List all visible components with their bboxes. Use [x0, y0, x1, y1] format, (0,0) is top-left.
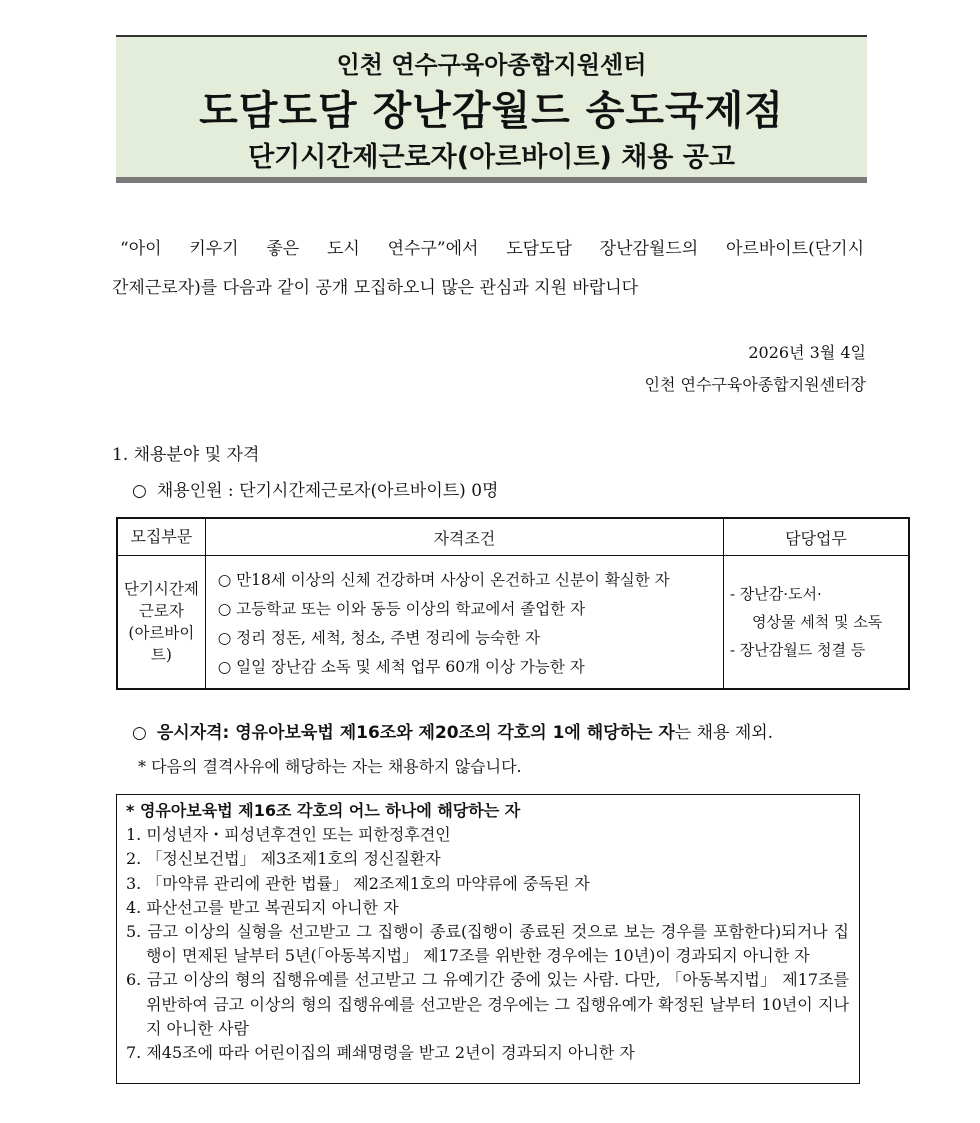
list-item: 4. 파산선고를 받고 복권되지 아니한 자 [126, 897, 399, 917]
qualification-bold-text: 응시자격: 영유아보육법 제16조와 제20조의 각호의 1에 해당하는 자 [156, 723, 675, 743]
duty-item: - 장난감·도서· [729, 585, 822, 603]
duties-cell [723, 556, 909, 690]
intro-paragraph [112, 230, 864, 308]
qualifications-cell [205, 556, 723, 690]
qualification-item: ○ 일일 장난감 소독 및 세척 업무 60개 이상 가능한 자 [217, 658, 585, 676]
disqualification-title: * 영유아보육법 제16조 각호의 어느 하나에 해당하는 자 [126, 801, 521, 820]
disqualification-box [116, 794, 860, 1084]
qualification-item: ○ 정리 정돈, 세척, 청소, 주변 정리에 능숙한 자 [217, 629, 540, 647]
header-category: 모집부문 [117, 518, 205, 556]
section-1-title: 1. 채용분야 및 자격 [112, 445, 260, 465]
list-item: 2. 「정신보건법」 제3조제1호의 정신질환자 [126, 849, 441, 869]
category-cell [117, 556, 205, 690]
list-item: 6. 금고 이상의 형의 집행유예를 선고받고 그 유예기간 중에 있는 사람. 다만, 「아동복지법」 제17조를 위반하여 금고 이상의 형의 집행유예를 선고받은 경우에는 그 집행유예가 확정된 날부터 10년이 지나지 아니한 사람 [126, 970, 849, 1038]
qualification-rest-text: 는 채용 제외. [674, 723, 774, 743]
circle-bullet-icon: ○ [132, 723, 147, 743]
category-line: 단기시간제 [123, 580, 199, 598]
notice-date: 2026년 3월 4일 [748, 343, 866, 362]
disqualification-note: * 다음의 결격사유에 해당하는 자는 채용하지 않습니다. [138, 757, 522, 776]
intro-line-2: 간제근로자)를 다음과 같이 공개 모집하오니 많은 관심과 지원 바랍니다 [112, 278, 639, 298]
duty-item: - 장난감월드 청결 등 [729, 641, 866, 659]
qualification-item: ○ 만18세 이상의 신체 건강하며 사상이 온건하고 신분이 확실한 자 [217, 571, 670, 589]
category-line: (아르바이트) [128, 624, 195, 664]
qualification-exclusion [132, 718, 773, 743]
table-header-row [117, 518, 909, 556]
circle-bullet-icon: ○ [132, 481, 147, 501]
list-item: 1. 미성년자・피성년후견인 또는 피한정후견인 [126, 825, 451, 845]
list-item: 7. 제45조에 따라 어린이집의 폐쇄명령을 받고 2년이 경과되지 아니한 자 [126, 1043, 635, 1063]
header-qualifications: 자격조건 [205, 518, 723, 556]
job-table [116, 517, 910, 690]
list-item: 5. 금고 이상의 실형을 선고받고 그 집행이 종료(집행이 종료된 것으로 보는 경우를 포함한다)되거나 집행이 면제된 날부터 5년(「아동복지법」 제17조를 위반한 경우에는 10년)이 경과되지 아니한 자 [126, 922, 849, 966]
category-line: 근로자 [138, 602, 184, 620]
qualification-item: ○ 고등학교 또는 이와 동등 이상의 학교에서 졸업한 자 [217, 600, 586, 618]
list-item: 3. 「마약류 관리에 관한 법률」 제2조제1호의 마약류에 중독된 자 [126, 873, 590, 893]
recruit-count [132, 476, 498, 501]
page-title: 도담도담 장난감월드 송도국제점 [199, 88, 784, 134]
duty-item: 영상물 세척 및 소독 [751, 613, 883, 631]
table-row [117, 556, 909, 690]
page-subtitle: 단기시간제근로자(아르바이트) 채용 공고 [248, 142, 735, 173]
organization-name: 인천 연수구육아종합지원센터 [336, 51, 647, 79]
header-duties: 담당업무 [723, 518, 909, 556]
issuer-name: 인천 연수구육아종합지원센터장 [644, 375, 866, 394]
recruit-count-text: 채용인원 : 단기시간제근로자(아르바이트) 0명 [156, 481, 499, 501]
intro-line-1: “아이 키우기 좋은 도시 연수구”에서 도담도담 장난감월드의 아르바이트(단기시 [120, 239, 864, 259]
header-banner [116, 35, 867, 183]
